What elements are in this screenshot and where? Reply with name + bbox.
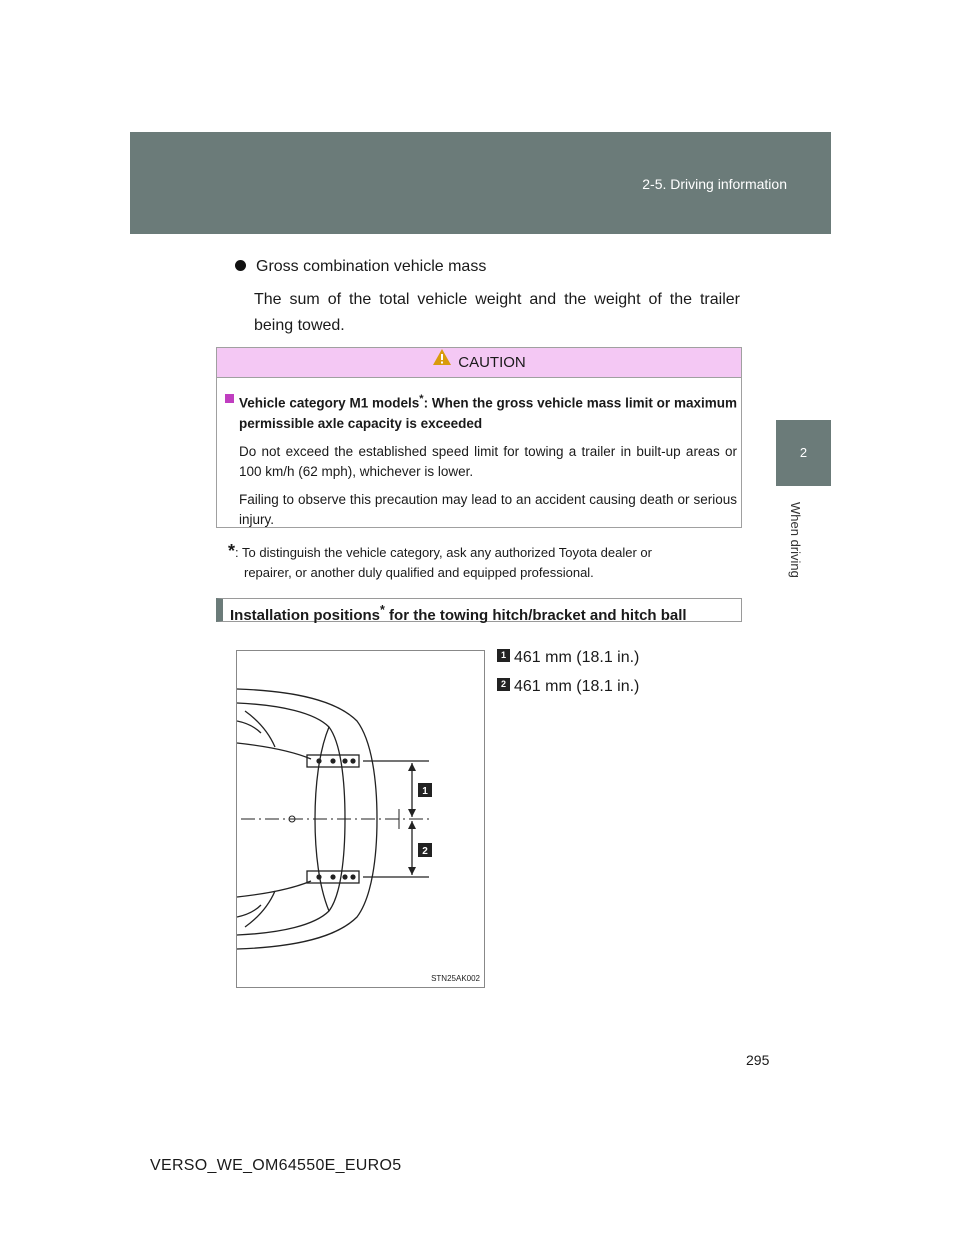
section-title: Installation positions: [230, 607, 381, 624]
square-bullet-icon: [225, 394, 234, 403]
footnote: [228, 541, 740, 583]
caution-header: [217, 348, 741, 378]
caution-title-text: Vehicle category M1 models: [239, 395, 420, 411]
hitch-position-figure: [236, 650, 485, 988]
caution-box: [216, 347, 742, 528]
chapter-tab[interactable]: 2: [776, 420, 831, 486]
caution-title-rest: : When the gross vehicle mass limit or maximum permissible axle capacity is exceeded: [239, 395, 737, 431]
caution-heading: CAUTION: [458, 354, 526, 371]
section-asterisk: *: [380, 603, 385, 617]
footnote-asterisk: *: [228, 541, 236, 561]
footnote-line-1: : To distinguish the vehicle category, ask any authorized Toyota dealer or: [235, 545, 652, 560]
chapter-label-text: When driving: [788, 502, 803, 578]
header-band: [130, 132, 831, 234]
figure-callout-1: 1: [422, 786, 428, 797]
dimension-text-2: 461 mm (18.1 in.): [514, 678, 640, 695]
page-number: 295: [746, 1052, 770, 1068]
dimension-text-1: 461 mm (18.1 in.): [514, 649, 640, 666]
asterisk-mark: *: [419, 393, 424, 405]
bullet-item: [235, 258, 486, 276]
vehicle-rear-diagram: [237, 651, 484, 987]
dimension-list: [497, 647, 639, 705]
caution-body: [217, 378, 741, 530]
bullet-dot-icon: [235, 260, 246, 271]
document-code: VERSO_WE_OM64550E_EURO5: [150, 1157, 402, 1174]
section-heading: [216, 598, 742, 622]
footnote-line-2: repairer, or another duly qualified and equipped professional.: [244, 565, 594, 580]
caution-paragraph-warning: Failing to observe this precaution may lead to an accident causing death or serious injury.: [239, 491, 737, 527]
bullet-title: Gross combination vehicle mass: [256, 258, 487, 275]
figure-code: STN25AK002: [431, 974, 480, 983]
section-title-rest: for the towing hitch/bracket and hitch ball: [384, 607, 687, 624]
dimension-item-2: [497, 676, 639, 705]
caution-paragraph-speed: Do not exceed the established speed limit for towing a trailer in built-up areas or 100 km/h (62 mph), whichever is lower.: [239, 443, 737, 479]
bullet-description: The sum of the total vehicle weight and the weight of the trailer being towed.: [254, 291, 740, 334]
number-badge-2: 2: [497, 678, 510, 691]
figure-callout-2: 2: [422, 846, 428, 857]
dimension-item-1: [497, 647, 639, 676]
number-badge-1: 1: [497, 649, 510, 662]
warning-triangle-icon: [432, 347, 452, 376]
chapter-label: [760, 500, 850, 590]
header-section-title: 2-5. Driving information: [642, 176, 787, 192]
caution-title: [225, 389, 737, 434]
